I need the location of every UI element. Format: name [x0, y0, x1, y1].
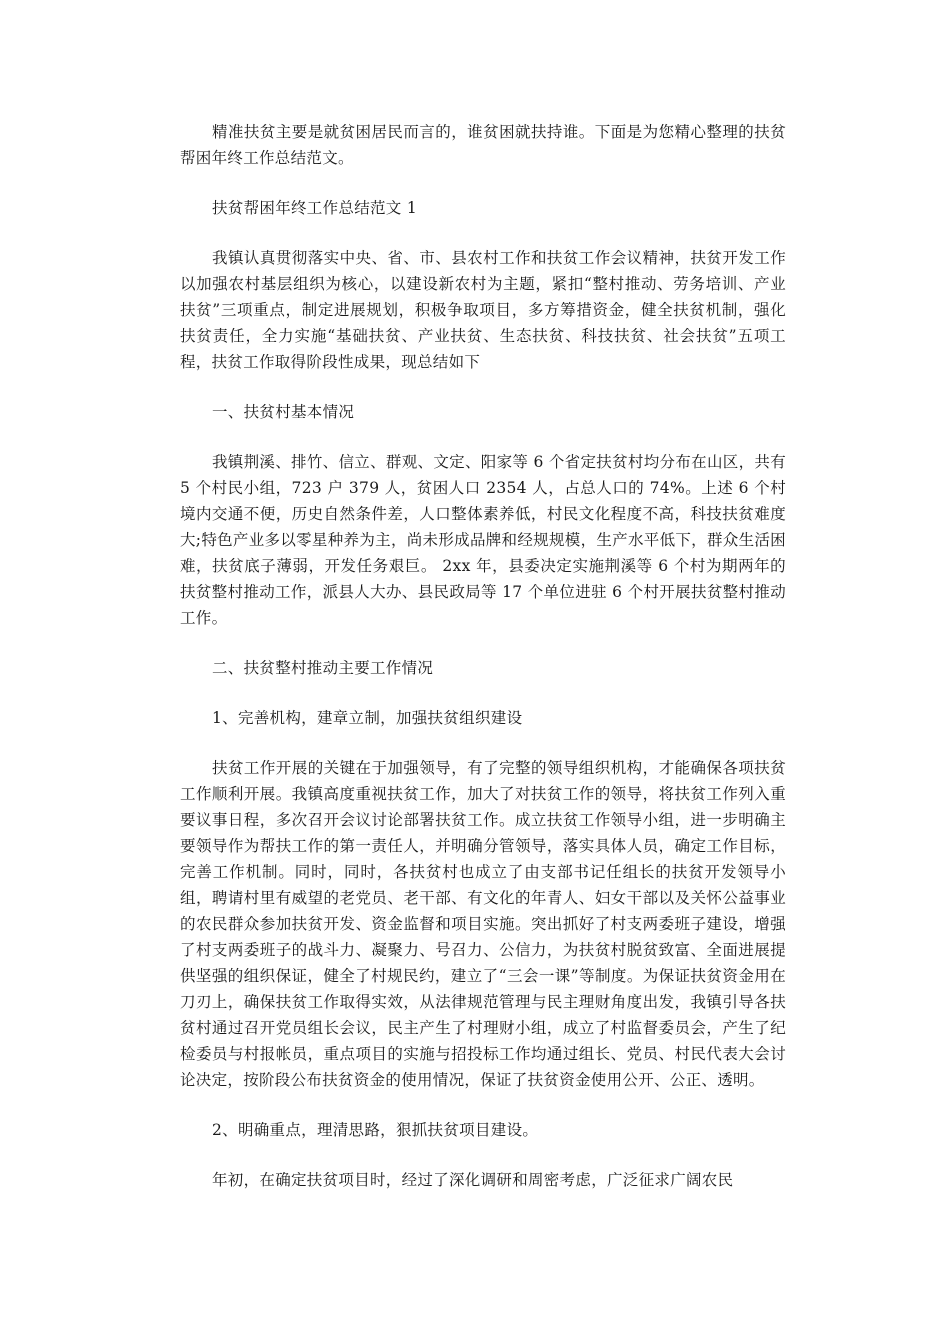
- intro-paragraph: 精准扶贫主要是就贫困居民而言的，谁贫困就扶持谁。下面是为您精心整理的扶贫帮困年终工作总结范文。: [180, 123, 786, 167]
- subsection-heading-2: 2、明确重点，理清思路，狠抓扶贫项目建设。: [212, 1121, 539, 1139]
- section-heading-2: 二、扶贫整村推动主要工作情况: [212, 659, 434, 677]
- section-heading-1: 一、扶贫村基本情况: [212, 403, 355, 421]
- paragraph-organization: 扶贫工作开展的关键在于加强领导，有了完整的领导组织机构，才能确保各项扶贫工作顺利开展。我镇高度重视扶贫工作，加大了对扶贫工作的领导，将扶贫工作列入重要议事日程，多次召开会议讨论部署扶贫工作。成立扶贫工作领导小组，进一步明确主要领导作为帮扶工作的第一责任人，并明确分管领导，落实具体人员，确定工作目标，完善工作机制。同时，同时，各扶贫村也成立了由支部书记任组长的扶贫开发领导小组，聘请村里有威望的老党员、老干部、有文化的年青人、妇女干部以及关怀公益事业的农民群众参加扶贫开发、资金监督和项目实施。突出抓好了村支两委班子建设，增强了村支两委班子的战斗力、凝聚力、号召力、公信力，为扶贫村脱贫致富、全面进展提供坚强的组织保证，健全了村规民约，建立了“三会一课”等制度。为保证扶贫资金用在刀刃上，确保扶贫工作取得实效，从法律规范管理与民主理财角度出发，我镇引导各扶贫村通过召开党员组长会议，民主产生了村理财小组，成立了村监督委员会，产生了纪检委员与村报帐员，重点项目的实施与招投标工作均通过组长、党员、村民代表大会讨论决定，按阶段公布扶贫资金的使用情况，保证了扶贫资金使用公开、公正、透明。: [180, 759, 786, 1089]
- paragraph-village-situation: 我镇荆溪、排竹、信立、群观、文定、阳家等 6 个省定扶贫村均分布在山区，共有 5 个村民小组，723 户 379 人，贫困人口 2354 人，占总人口的 74%。上述 6 个村境内交通不便，历史自然条件差，人口整体素养低，村民文化程度不高，科技扶贫难度大;特色产业多以零星种养为主，尚未形成品牌和经规规模，生产水平低下，群众生活困难，扶贫底子薄弱，开发任务艰巨。 2xx 年，县委决定实施荆溪等 6 个村为期两年的扶贫整村推动工作，派县人大办、县民政局等 17 个单位进驻 6 个村开展扶贫整村推动工作。: [180, 453, 786, 627]
- document-title: 扶贫帮困年终工作总结范文 1: [212, 199, 417, 217]
- document-body: [180, 119, 786, 1193]
- paragraph-overview: 我镇认真贯彻落实中央、省、市、县农村工作和扶贫工作会议精神，扶贫开发工作以加强农村基层组织为核心，以建设新农村为主题，紧扣“整村推动、劳务培训、产业扶贫”三项重点，制定进展规划，积极争取项目，多方筹措资金，健全扶贫机制，强化扶贫责任，全力实施“基础扶贫、产业扶贫、生态扶贫、科技扶贫、社会扶贫”五项工程，扶贫工作取得阶段性成果，现总结如下: [180, 249, 786, 371]
- subsection-heading-1: 1、完善机构，建章立制，加强扶贫组织建设: [212, 709, 523, 727]
- paragraph-projects: 年初，在确定扶贫项目时，经过了深化调研和周密考虑，广泛征求广阔农民: [212, 1171, 734, 1189]
